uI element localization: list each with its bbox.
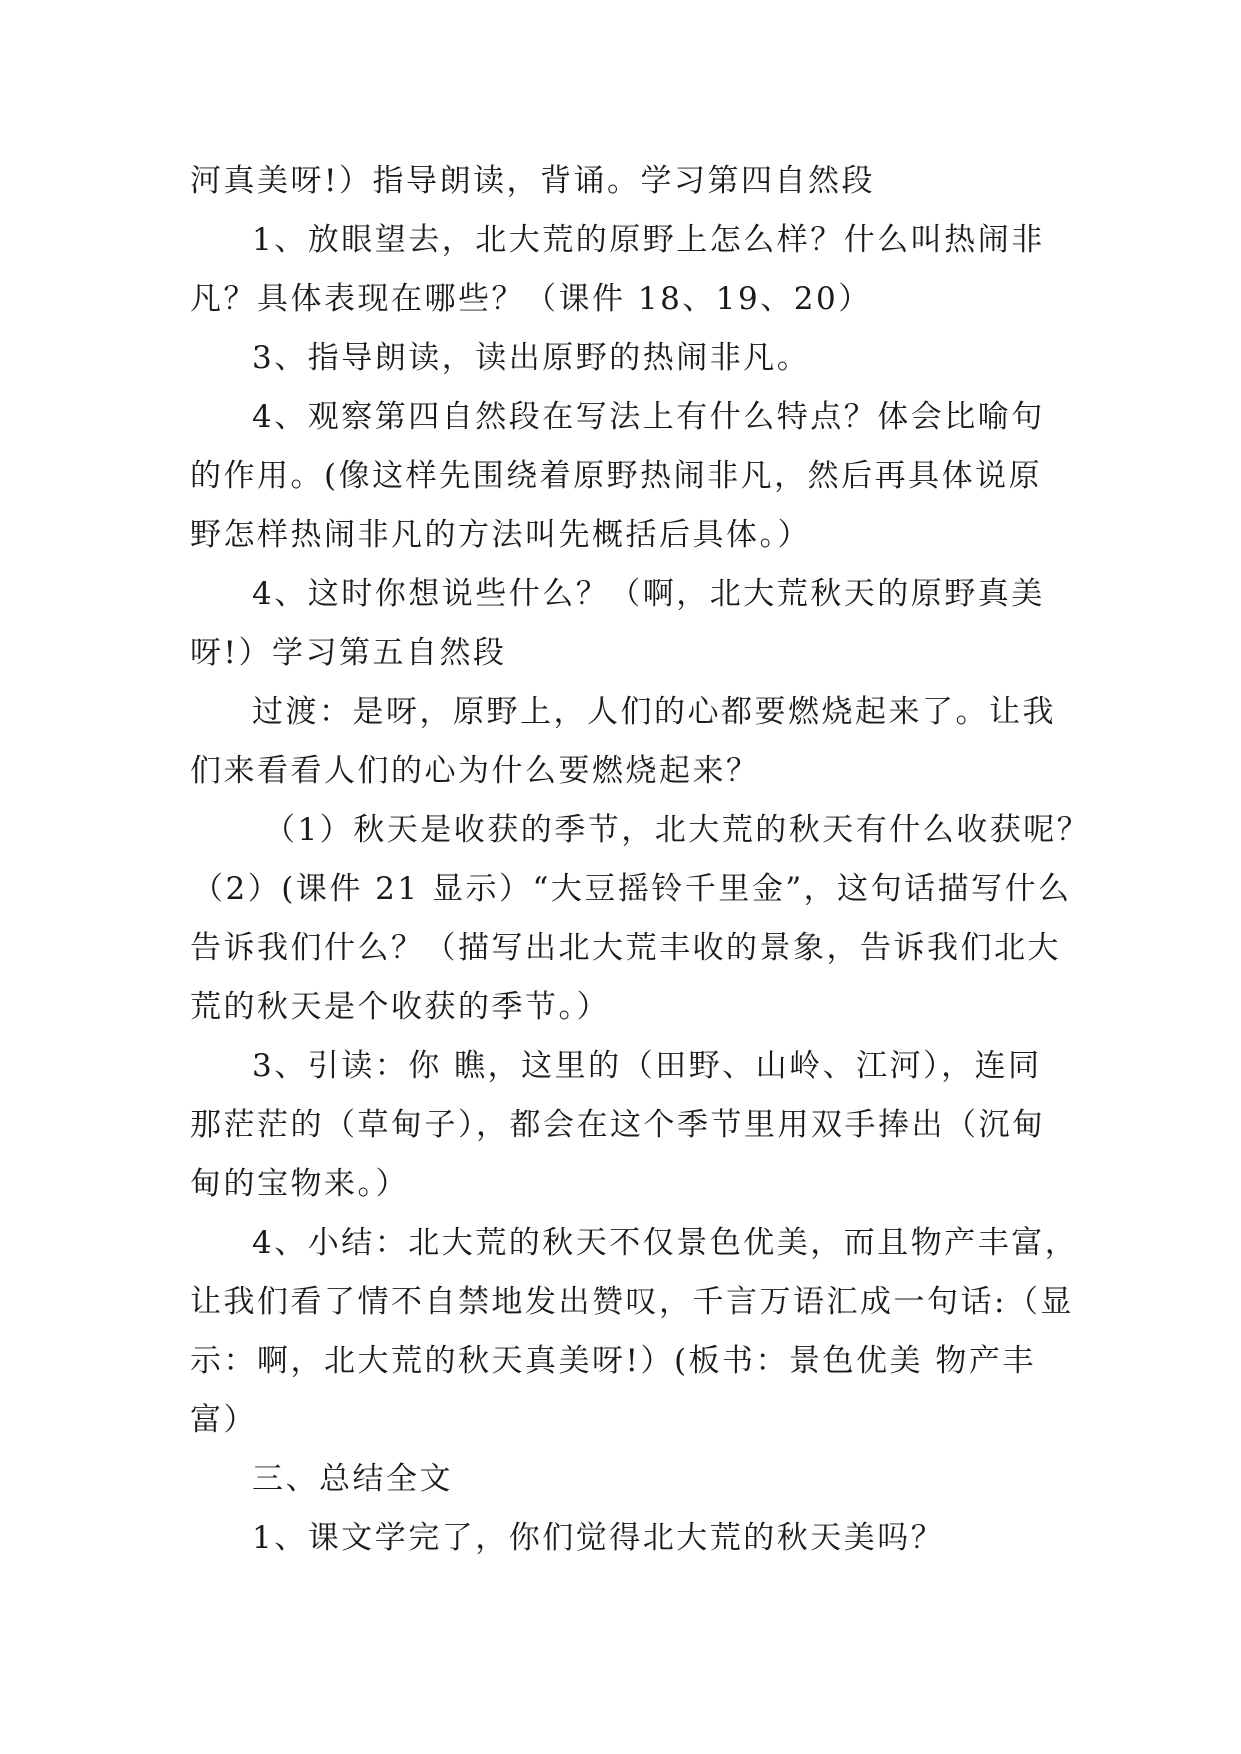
- text-line: 河真美呀!）指导朗读，背诵。学习第四自然段: [190, 163, 875, 199]
- text-line: 1、课文学完了，你们觉得北大荒的秋天美吗？: [252, 1520, 945, 1556]
- text-line: 野怎样热闹非凡的方法叫先概括后具体。）: [190, 517, 811, 553]
- text-line: 1、放眼望去，北大荒的原野上怎么样？什么叫热闹非: [252, 222, 1045, 258]
- text-line: 们来看看人们的心为什么要燃烧起来？: [190, 753, 760, 789]
- text-line: （1）秋天是收获的季节，北大荒的秋天有什么收获呢？: [264, 812, 1091, 848]
- text-line: 呀!）学习第五自然段: [190, 635, 507, 671]
- text-line: 那茫茫的（草甸子），都会在这个季节里用双手捧出（沉甸: [190, 1107, 1046, 1143]
- text-line: 的作用。(像这样先围绕着原野热闹非凡，然后再具体说原: [190, 458, 1043, 494]
- document-body: [190, 152, 1091, 1568]
- text-line: 3、引读：你 瞧，这里的（田野、山岭、江河），连同: [252, 1048, 1042, 1084]
- text-line: 让我们看了情不自禁地发出赞叹，千言万语汇成一句话:（显: [190, 1284, 1074, 1320]
- text-line: 荒的秋天是个收获的季节。）: [190, 989, 610, 1025]
- text-line: 4、小结：北大荒的秋天不仅景色优美，而且物产丰富，: [252, 1225, 1079, 1261]
- text-line: 告诉我们什么？（描写出北大荒丰收的景象，告诉我们北大: [190, 930, 1061, 966]
- text-line: 4、观察第四自然段在写法上有什么特点？体会比喻句: [252, 399, 1045, 435]
- text-line: 富）: [190, 1402, 257, 1438]
- text-line: 示：啊，北大荒的秋天真美呀!）(板书：景色优美 物产丰: [190, 1343, 1036, 1379]
- text-line: 3、指导朗读，读出原野的热闹非凡。: [252, 340, 811, 376]
- text-line: 甸的宝物来。）: [190, 1166, 409, 1202]
- text-line: 4、这时你想说些什么？（啊，北大荒秋天的原野真美: [252, 576, 1045, 612]
- text-line: 过渡：是呀，原野上，人们的心都要燃烧起来了。让我: [252, 694, 1056, 730]
- text-line: （2）(课件 21 显示）“大豆摇铃千里金”，这句话描写什么: [192, 871, 1072, 907]
- section-heading: 三、总结全文: [252, 1461, 453, 1497]
- text-line: 凡？具体表现在哪些？（课件 18、19、20）: [190, 281, 872, 317]
